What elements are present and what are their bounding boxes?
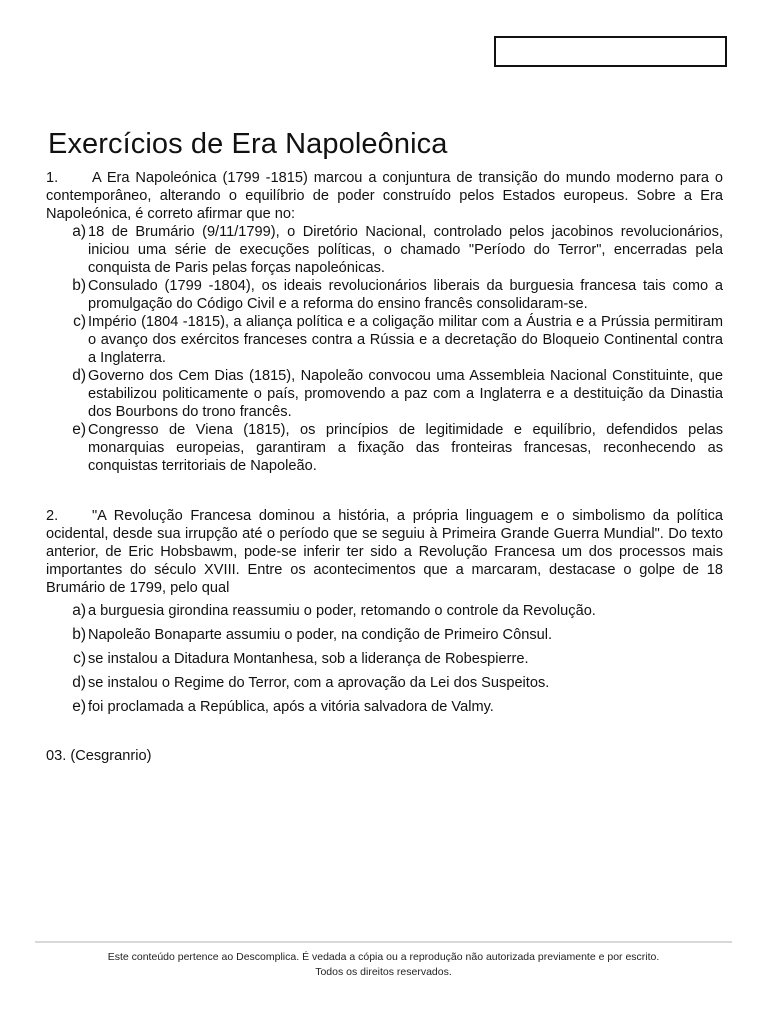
option-text: se instalou o Regime do Terror, com a aprovação da Lei dos Suspeitos.: [88, 675, 550, 691]
option-text: foi proclamada a República, após a vitória salvadora de Valmy.: [88, 699, 494, 715]
option-letter: a): [72, 223, 86, 240]
question-number: 03.: [46, 748, 67, 764]
footer: [35, 950, 732, 980]
option-d: [46, 673, 723, 693]
option-c: [46, 313, 723, 367]
question-number: 2.: [46, 508, 59, 524]
option-letter: c): [73, 650, 86, 667]
question-text: A Era Napoleónica (1799 -1815) marcou a conjuntura de transição do mundo moderno para o contemporâneo, alterando o equilíbrio de poder construído pelos Estados europeus. Sobre a Era Napoleónica, é correto afirmar que no:: [46, 170, 723, 222]
name-box: [494, 36, 727, 67]
option-letter: a): [72, 602, 86, 619]
option-text: Napoleão Bonaparte assumiu o poder, na condição de Primeiro Cônsul.: [88, 627, 553, 643]
question-3: [46, 747, 723, 765]
question-1: [46, 169, 723, 475]
option-text: Congresso de Viena (1815), os princípios de legitimidade e equilíbrio, defendidos pelas monarquias europeias, garantiram a fixação das fronteiras francesas, reconhecendo as conquistas territoriais de Napoleão.: [88, 422, 723, 474]
option-letter: e): [72, 421, 86, 438]
option-text: 18 de Brumário (9/11/1799), o Diretório Nacional, controlado pelos jacobinos revolucionários, iniciou uma série de execuções políticas, o chamado "Período do Terror", encerradas pela conquista de Paris pelas forças napoleónicas.: [88, 224, 723, 276]
question-stem: [46, 169, 723, 223]
option-e: [46, 697, 723, 717]
footer-copyright: Este conteúdo pertence ao Descomplica. É vedada a cópia ou a reprodução não autorizada previamente e por escrito.: [107, 951, 660, 963]
option-text: Governo dos Cem Dias (1815), Napoleão convocou uma Assembleia Nacional Constituinte, que estabilizou politicamente o país, promovendo a paz com a Inglaterra e a destituição da Dinastia dos Bourbons do trono francês.: [88, 368, 723, 420]
option-a: [46, 601, 723, 621]
option-b: [46, 277, 723, 313]
option-text: se instalou a Ditadura Montanhesa, sob a liderança de Robespierre.: [88, 651, 529, 667]
question-2: [46, 507, 723, 717]
option-d: [46, 367, 723, 421]
option-list: [46, 601, 723, 717]
option-text: Consulado (1799 -1804), os ideais revolucionários liberais da burguesia francesa tais como a promulgação do Código Civil e a reforma do ensino francês consolidaram-se.: [88, 278, 723, 312]
option-b: [46, 625, 723, 645]
option-letter: c): [73, 313, 86, 330]
question-text: "A Revolução Francesa dominou a história, a própria linguagem e o simbolismo da política ocidental, desde sua irrupção até o período que se seguiu à Primeira Grande Guerra Mundial". Do texto anterior, de Eric Hobsbawm, pode-se inferir ter sido a Revolução Francesa um dos processos mais importantes do século XVIII. Entre os acontecimentos que a marcaram, destacase o golpe de 18 Brumário de 1799, pelo qual: [46, 508, 723, 596]
exercise-list: [46, 169, 723, 765]
option-letter: d): [72, 367, 86, 384]
footer-rights: Todos os direitos reservados.: [315, 966, 452, 978]
option-letter: b): [72, 626, 86, 643]
option-c: [46, 649, 723, 669]
option-text: Império (1804 -1815), a aliança política e a coligação militar com a Áustria e a Prússia permitiram o avanço dos exércitos franceses contra a Rússia e a decretação do Bloqueio Continental contra a Inglaterra.: [88, 314, 723, 366]
option-letter: e): [72, 698, 86, 715]
option-a: [46, 223, 723, 277]
question-number: 1.: [46, 170, 59, 186]
page-title: Exercícios de Era Napoleônica: [48, 128, 448, 160]
question-stem: [46, 507, 723, 597]
option-letter: b): [72, 277, 86, 294]
option-list: [46, 223, 723, 475]
option-letter: d): [72, 674, 86, 691]
option-text: a burguesia girondina reassumiu o poder, retomando o controle da Revolução.: [88, 603, 596, 619]
question-source: (Cesgranrio): [70, 748, 152, 764]
footer-divider: [35, 941, 732, 943]
option-e: [46, 421, 723, 475]
